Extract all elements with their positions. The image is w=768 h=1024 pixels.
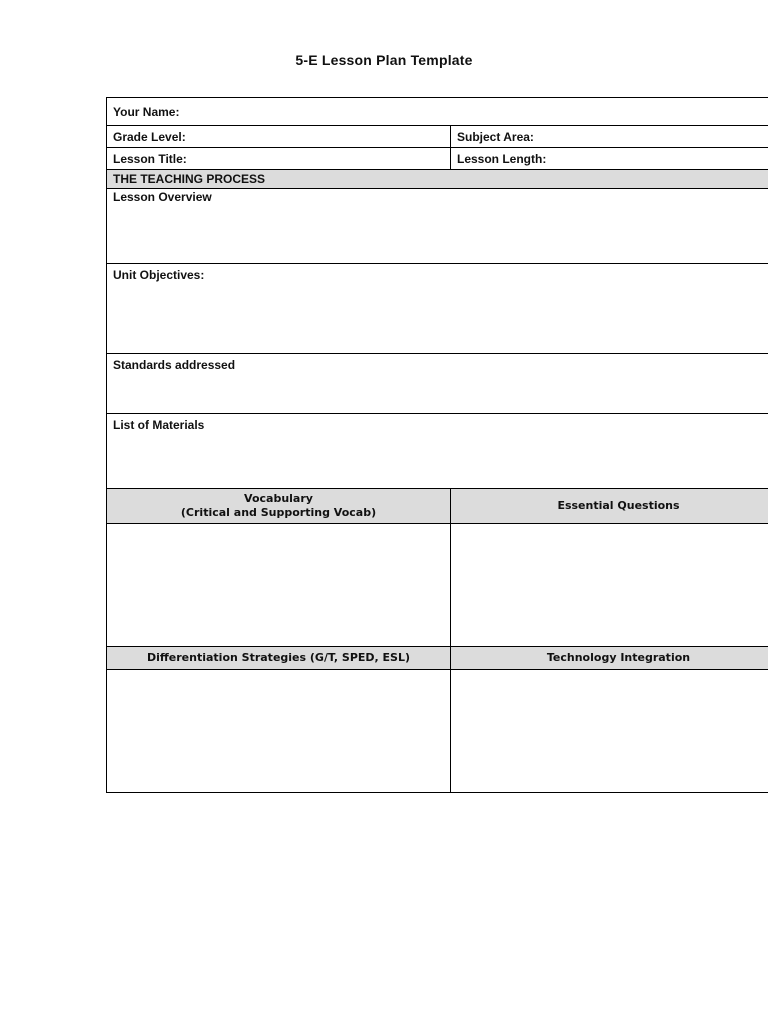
lesson-title-cell[interactable] bbox=[107, 148, 451, 170]
row-title-length bbox=[107, 148, 768, 170]
lesson-length-cell[interactable] bbox=[451, 148, 768, 170]
row-teaching-process bbox=[107, 170, 768, 189]
differentiation-entry[interactable] bbox=[107, 670, 451, 793]
grade-level-cell[interactable] bbox=[107, 126, 451, 148]
row-diff-body bbox=[107, 670, 768, 793]
vocabulary-title: Vocabulary bbox=[244, 492, 313, 505]
document-title: 5-E Lesson Plan Template bbox=[295, 52, 473, 68]
unit-objectives-cell[interactable] bbox=[107, 264, 768, 354]
lesson-overview-label: Lesson Overview bbox=[113, 190, 212, 204]
technology-title: Technology Integration bbox=[546, 651, 691, 664]
your-name-label: Your Name: bbox=[113, 104, 180, 119]
differentiation-title: Differentiation Strategies (G/T, SPED, ESL) bbox=[146, 651, 411, 664]
row-diff-header bbox=[107, 647, 768, 670]
lesson-title-label: Lesson Title: bbox=[113, 151, 187, 166]
vocabulary-entry[interactable] bbox=[107, 524, 451, 647]
teaching-process-label: THE TEACHING PROCESS bbox=[113, 172, 266, 186]
your-name-cell[interactable] bbox=[107, 98, 768, 126]
essential-questions-title: Essential Questions bbox=[557, 499, 680, 512]
grade-level-label: Grade Level: bbox=[113, 129, 186, 144]
teaching-process-header bbox=[107, 170, 768, 189]
subject-area-cell[interactable] bbox=[451, 126, 768, 148]
lesson-plan-table bbox=[106, 97, 768, 793]
row-vocab-body bbox=[107, 524, 768, 647]
row-unit-objectives bbox=[107, 264, 768, 354]
lesson-length-label: Lesson Length: bbox=[457, 151, 547, 166]
technology-entry[interactable] bbox=[451, 670, 768, 793]
row-your-name bbox=[107, 98, 768, 126]
subject-area-label: Subject Area: bbox=[457, 129, 534, 144]
row-materials bbox=[107, 414, 768, 489]
row-standards bbox=[107, 354, 768, 414]
materials-cell[interactable] bbox=[107, 414, 768, 489]
row-lesson-overview bbox=[107, 189, 768, 264]
lesson-overview-cell[interactable] bbox=[107, 189, 768, 264]
technology-header bbox=[451, 647, 768, 670]
essential-questions-entry[interactable] bbox=[451, 524, 768, 647]
standards-cell[interactable] bbox=[107, 354, 768, 414]
essential-questions-header bbox=[451, 489, 768, 524]
materials-label: List of Materials bbox=[113, 418, 205, 432]
vocabulary-header bbox=[107, 489, 451, 524]
unit-objectives-label: Unit Objectives: bbox=[113, 268, 205, 282]
row-grade-subject bbox=[107, 126, 768, 148]
standards-label: Standards addressed bbox=[113, 358, 236, 372]
row-vocab-header bbox=[107, 489, 768, 524]
differentiation-header bbox=[107, 647, 451, 670]
vocabulary-subtitle: (Critical and Supporting Vocab) bbox=[180, 506, 377, 519]
